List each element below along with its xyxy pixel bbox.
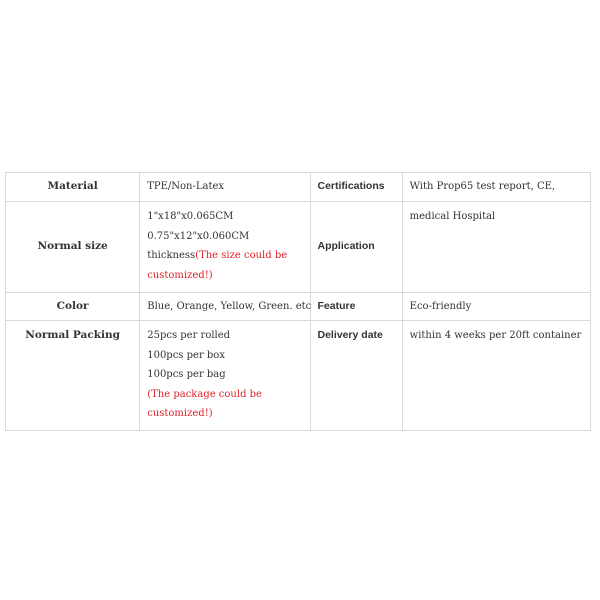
thickness-text: thickness xyxy=(147,250,196,261)
size-line-1: 1"x18"x0.065CM xyxy=(147,211,234,222)
feature-value-cell xyxy=(402,293,590,321)
color-value-cell xyxy=(140,293,310,321)
packing-customizable-note-2: customized!) xyxy=(147,408,213,419)
table-row xyxy=(6,202,591,293)
application-value-cell xyxy=(402,202,590,293)
table-row xyxy=(6,293,591,321)
product-spec-table xyxy=(5,172,591,431)
packing-line-1: 25pcs per rolled xyxy=(147,330,231,341)
normal-packing-label-cell xyxy=(6,321,140,431)
delivery-date-label-cell xyxy=(310,321,402,431)
application-value: medical Hospital xyxy=(409,211,496,222)
normal-size-label-cell xyxy=(6,202,140,293)
material-value-cell xyxy=(140,173,310,202)
certifications-label-cell xyxy=(310,173,402,202)
color-label-cell xyxy=(6,293,140,321)
application-label: Application xyxy=(317,240,375,253)
size-customizable-note: (The size could be xyxy=(195,250,288,261)
material-label-cell xyxy=(6,173,140,202)
feature-label-cell xyxy=(310,293,402,321)
feature-value: Eco-friendly xyxy=(409,300,472,312)
color-label: Color xyxy=(56,299,89,312)
packing-customizable-note: (The package could be xyxy=(147,388,262,400)
feature-label: Feature xyxy=(317,299,356,312)
packing-line-2: 100pcs per box xyxy=(147,349,225,361)
normal-size-value-cell xyxy=(140,202,310,293)
certifications-value-cell xyxy=(402,173,590,202)
material-value: TPE/Non-Latex xyxy=(147,181,225,193)
color-value: Blue, Orange, Yellow, Green. etc xyxy=(147,300,312,312)
table-row xyxy=(6,173,591,202)
delivery-date-label: Delivery date xyxy=(317,329,383,341)
packing-line-3: 100pcs per bag xyxy=(147,369,226,380)
application-label-cell xyxy=(310,202,402,293)
normal-packing-value-cell xyxy=(140,321,310,431)
normal-size-label: Normal size xyxy=(37,240,108,253)
size-customizable-note-2: customized!) xyxy=(147,269,213,281)
certifications-value: With Prop65 test report, CE, xyxy=(409,181,556,193)
size-line-2: 0.75"x12"x0.060CM xyxy=(147,230,250,242)
delivery-date-value-cell xyxy=(402,321,590,431)
delivery-date-value: within 4 weeks per 20ft container xyxy=(409,330,582,341)
normal-packing-label: Normal Packing xyxy=(25,329,120,341)
table-row xyxy=(6,321,591,431)
material-label: Material xyxy=(47,180,98,193)
certifications-label: Certifications xyxy=(317,180,385,193)
